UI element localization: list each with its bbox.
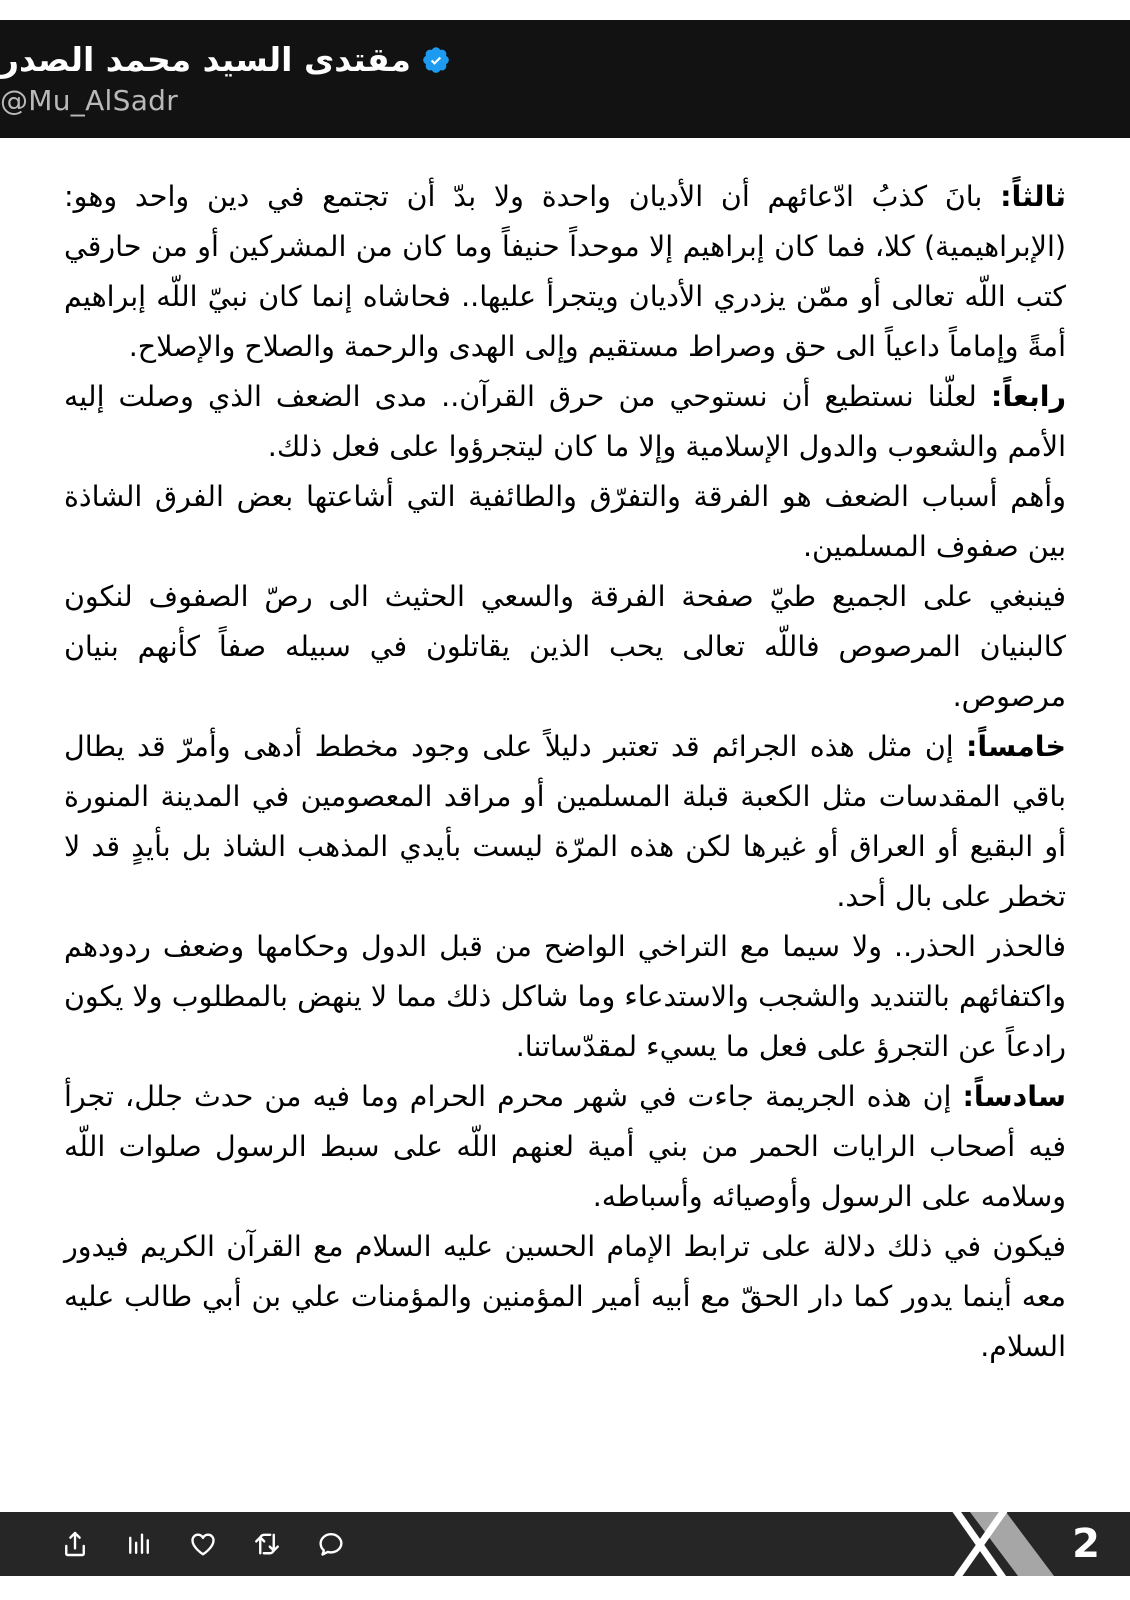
tweet-body-text <box>64 172 1066 1372</box>
paragraph <box>64 722 1066 922</box>
reply-icon[interactable] <box>316 1529 346 1559</box>
paragraph <box>64 922 1066 1072</box>
analytics-icon[interactable] <box>124 1529 154 1559</box>
x-logo-icon <box>934 1512 1054 1576</box>
paragraph-text: فيكون في ذلك دلالة على ترابط الإمام الحسين عليه السلام مع القرآن الكريم فيدور معه أينما يدور كما دار الحقّ مع أبيه أمير المؤمنين والمؤمنات علي بن أبي طالب عليه السلام. <box>64 1230 1066 1363</box>
paragraph-text: بانَ كذبُ ادّعائهم أن الأديان واحدة ولا بدّ أن تجتمع في دين واحد وهو: (الإبراهيمية) كلا، فما كان إبراهيم إلا موحداً حنيفاً وما كان من المشركين أو من حارقي كتب اللّه تعالى أو ممّن يزدري الأديان ويتجرأ عليها.. فحاشاه إنما كان نبيّ اللّه إبراهيم أمةً وإماماً داعياً الى حق وصراط مستقيم وإلى الهدى والرحمة والصلاح والإصلاح. <box>64 180 1066 363</box>
tweet-actions-group <box>0 1529 346 1559</box>
paragraph-lead: خامساً: <box>966 730 1066 763</box>
account-handle: @Mu_AlSadr <box>0 83 179 117</box>
tweet-footer-bar <box>0 1512 1130 1576</box>
paragraph <box>64 372 1066 472</box>
paragraph-text: فالحذر الحذر.. ولا سيما مع التراخي الواضح من قبل الدول وحكامها وضعف ردودهم واكتفائهم بالتنديد والشجب والاستدعاء وما شاكل ذلك مما لا ينهض بالمطلوب ولا يكون رادعاً عن التجرؤ على فعل ما يسيء لمقدّساتنا. <box>64 930 1066 1063</box>
paragraph-text: وأهم أسباب الضعف هو الفرقة والتفرّق والطائفية التي أشاعتها بعض الفرق الشاذة بين صفوف المسلمين. <box>64 480 1066 563</box>
paragraph <box>64 1072 1066 1222</box>
paragraph-text: لعلّنا نستطيع أن نستوحي من حرق القرآن.. مدى الضعف الذي وصلت إليه الأمم والشعوب والدول الإسلامية وإلا ما كان ليتجرؤوا على فعل ذلك. <box>64 380 1066 463</box>
paragraph <box>64 472 1066 572</box>
share-icon[interactable] <box>60 1529 90 1559</box>
account-header-bar <box>0 20 1130 138</box>
page-number: 2 <box>1072 1521 1100 1567</box>
paragraph-text: إن مثل هذه الجرائم قد تعتبر دليلاً على وجود مخطط أدهى وأمرّ قد يطال باقي المقدسات مثل الكعبة قبلة المسلمين أو مراقد المعصومين في المدينة المنورة أو البقيع أو العراق أو غيرها لكن هذه المرّة ليست بأيدي المذهب الشاذ بل بأيدٍ قد لا تخطر على بال أحد. <box>64 730 1066 913</box>
paragraph-lead: ثالثاً: <box>1000 180 1066 213</box>
verified-badge-icon <box>421 45 451 75</box>
account-name: مقتدى السيد محمد الصدر <box>0 39 411 79</box>
paragraph <box>64 1222 1066 1372</box>
paragraph-text: إن هذه الجريمة جاءت في شهر محرم الحرام وما فيه من حدث جلل، تجرأ فيه أصحاب الرايات الحمر من بني أمية لعنهم اللّه على سبط الرسول صلوات اللّه وسلامه على الرسول وأوصيائه وأسباطه. <box>64 1080 1066 1213</box>
paragraph <box>64 172 1066 372</box>
paragraph-text: فينبغي على الجميع طيّ صفحة الفرقة والسعي الحثيث الى رصّ الصفوف لنكون كالبنيان المرصوص فاللّه تعالى يحب الذين يقاتلون في سبيله صفاً كأنهم بنيان مرصوص. <box>64 580 1066 713</box>
retweet-icon[interactable] <box>252 1529 282 1559</box>
account-name-row <box>0 41 451 79</box>
footer-left-group <box>934 1512 1130 1576</box>
paragraph <box>64 572 1066 722</box>
paragraph-lead: سادساً: <box>962 1080 1066 1113</box>
like-icon[interactable] <box>188 1529 218 1559</box>
paragraph-lead: رابعاً: <box>990 380 1066 413</box>
